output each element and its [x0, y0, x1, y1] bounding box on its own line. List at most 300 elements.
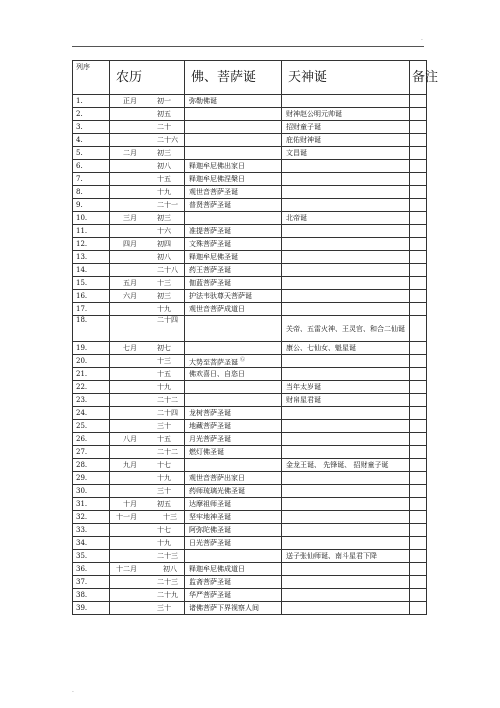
table-row: [73, 381, 427, 394]
row-deity-festival: 北帝诞: [282, 212, 410, 225]
row-lunar-date: [110, 381, 185, 394]
row-buddha-festival: [185, 225, 282, 238]
row-day: 初七: [157, 344, 171, 352]
row-seq: 34.: [73, 537, 110, 550]
buddha-festival-text: 观世音菩萨圣诞: [189, 188, 238, 196]
row-note: [410, 251, 427, 264]
row-lunar-date: [110, 199, 185, 212]
table-body: [73, 95, 427, 615]
row-day: 初八: [157, 253, 171, 261]
row-lunar-date: [110, 459, 185, 472]
buddha-festival-text: 地藏菩萨圣诞: [189, 422, 231, 430]
row-day: 初四: [157, 240, 171, 248]
row-lunar-date: [110, 602, 185, 615]
row-seq: 32.: [73, 511, 110, 524]
row-buddha-festival: [185, 589, 282, 602]
row-seq: 17.: [73, 303, 110, 316]
row-deity-festival: 庇佑财神诞: [282, 134, 410, 147]
row-note: [410, 173, 427, 186]
row-note: [410, 147, 427, 160]
row-note: [410, 472, 427, 485]
row-seq: 37.: [73, 576, 110, 589]
row-note: [410, 95, 427, 108]
row-note: [410, 277, 427, 290]
row-seq: 13.: [73, 251, 110, 264]
row-lunar-date: [110, 589, 185, 602]
row-day: 十五: [157, 435, 171, 443]
row-buddha-festival: [185, 563, 282, 576]
row-day: 十六: [157, 227, 171, 235]
row-buddha-festival: [185, 355, 282, 368]
row-buddha-festival: [185, 472, 282, 485]
row-seq: 2.: [73, 108, 110, 121]
row-seq: 23.: [73, 394, 110, 407]
row-day: 二十二: [157, 396, 178, 404]
row-buddha-festival: [185, 199, 282, 212]
row-deity-festival: [282, 537, 410, 550]
row-deity-festival: [282, 563, 410, 576]
row-lunar-date: [110, 446, 185, 459]
row-day: 二十二: [157, 448, 178, 456]
row-seq: 27.: [73, 446, 110, 459]
row-day: 初一: [157, 97, 171, 105]
row-seq: 21.: [73, 368, 110, 381]
row-deity-festival: [282, 472, 410, 485]
row-deity-festival: [282, 407, 410, 420]
row-deity-festival: [282, 264, 410, 277]
table-row: [73, 147, 427, 160]
row-note: [410, 407, 427, 420]
table-row: [73, 199, 427, 212]
row-note: [410, 602, 427, 615]
buddha-festival-text: 阿弥陀佛圣诞: [189, 526, 231, 534]
buddha-festival-text: 监斋菩萨圣诞: [189, 578, 231, 586]
table-row: [73, 186, 427, 199]
row-buddha-festival: [185, 537, 282, 550]
table-row: [73, 225, 427, 238]
row-day: 初八: [163, 565, 177, 573]
row-day: 初三: [157, 292, 171, 300]
row-day: 二十三: [157, 552, 178, 560]
row-month: 正月: [123, 97, 137, 105]
header-deity: 天神诞: [282, 61, 410, 95]
row-seq: 6.: [73, 160, 110, 173]
table-row: [73, 134, 427, 147]
row-note: [410, 134, 427, 147]
row-lunar-date: [110, 485, 185, 498]
row-lunar-date: [110, 407, 185, 420]
row-day: 十七: [157, 461, 171, 469]
row-lunar-date: [110, 563, 185, 576]
buddha-festival-text: 普贤菩萨圣诞: [189, 201, 231, 209]
row-deity-festival: [282, 498, 410, 511]
row-note: [410, 485, 427, 498]
table-row: [73, 511, 427, 524]
row-note: [410, 537, 427, 550]
row-seq: 5.: [73, 147, 110, 160]
row-note: [410, 394, 427, 407]
row-lunar-date: [110, 433, 185, 446]
row-deity-festival: [282, 524, 410, 537]
row-seq: 22.: [73, 381, 110, 394]
row-buddha-festival: [185, 407, 282, 420]
row-month: 四月: [123, 240, 137, 248]
row-deity-festival: [282, 199, 410, 212]
row-lunar-date: [110, 537, 185, 550]
table-row: [73, 589, 427, 602]
row-day: 二十六: [157, 136, 178, 144]
row-lunar-date: [110, 251, 185, 264]
table-row: [73, 550, 427, 563]
row-day: 十九: [157, 383, 171, 391]
row-month: 七月: [123, 344, 137, 352]
row-lunar-date: [110, 498, 185, 511]
row-lunar-date: [110, 290, 185, 303]
row-seq: 24.: [73, 407, 110, 420]
row-buddha-festival: [185, 290, 282, 303]
row-lunar-date: [110, 121, 185, 134]
row-month: 八月: [123, 435, 137, 443]
table-row: [73, 277, 427, 290]
buddha-festival-text: 坚牢地神圣诞: [189, 513, 231, 521]
row-note: [410, 108, 427, 121]
row-day: 十九: [157, 188, 171, 196]
table-row: [73, 446, 427, 459]
row-buddha-festival: [185, 238, 282, 251]
table-row: [73, 264, 427, 277]
row-buddha-festival: [185, 134, 282, 147]
table-row: [73, 355, 427, 368]
corner-mark-top: ·: [421, 37, 423, 44]
row-deity-festival: [282, 368, 410, 381]
row-seq: 33.: [73, 524, 110, 537]
row-lunar-date: [110, 186, 185, 199]
buddha-festival-text: 药师琉璃光佛圣诞: [189, 487, 245, 495]
row-buddha-festival: [185, 550, 282, 563]
row-deity-festival: [282, 277, 410, 290]
row-buddha-festival: [185, 602, 282, 615]
buddha-festival-text: 伽蓝菩萨圣诞: [189, 279, 231, 287]
row-note: [410, 238, 427, 251]
row-note: [410, 121, 427, 134]
row-day: 十九: [157, 305, 171, 313]
header-rule: [72, 46, 424, 47]
buddha-festival-text: 观世音菩萨成道日: [189, 305, 245, 313]
row-note: [410, 511, 427, 524]
row-seq: 16.: [73, 290, 110, 303]
row-deity-festival: [282, 160, 410, 173]
row-seq: 38.: [73, 589, 110, 602]
row-seq: 7.: [73, 173, 110, 186]
row-day: 三十: [157, 604, 171, 612]
row-deity-festival: 招财童子诞: [282, 121, 410, 134]
row-note: [410, 355, 427, 368]
row-note: [410, 225, 427, 238]
row-month: 九月: [123, 461, 137, 469]
row-buddha-festival: [185, 342, 282, 355]
row-lunar-date: [110, 511, 185, 524]
row-seq: 4.: [73, 134, 110, 147]
row-deity-festival: [282, 433, 410, 446]
row-deity-festival: [282, 251, 410, 264]
table-row: [73, 420, 427, 433]
row-lunar-date: [110, 277, 185, 290]
row-seq: 20.: [73, 355, 110, 368]
row-month: 二月: [123, 149, 137, 157]
row-day: 十三: [157, 357, 171, 365]
row-lunar-date: [110, 316, 185, 342]
row-day: 初八: [157, 162, 171, 170]
row-seq: 28.: [73, 459, 110, 472]
table-row: [73, 602, 427, 615]
table-row: [73, 563, 427, 576]
row-seq: 11.: [73, 225, 110, 238]
row-buddha-festival: [185, 485, 282, 498]
buddha-festival-text: 准提菩萨圣诞: [189, 227, 231, 235]
row-day: 二十: [157, 123, 171, 131]
row-lunar-date: [110, 550, 185, 563]
row-seq: 1.: [73, 95, 110, 108]
row-day: 二十三: [157, 578, 178, 586]
table-row: [73, 95, 427, 108]
row-day: 二十四: [157, 409, 178, 417]
row-day: 初三: [157, 214, 171, 222]
buddha-festival-text: 释迦牟尼佛出家日: [189, 162, 245, 170]
row-note: [410, 563, 427, 576]
buddha-festival-text: 观世音菩萨出家日: [189, 474, 245, 482]
row-lunar-date: [110, 264, 185, 277]
table-row: [73, 472, 427, 485]
row-buddha-festival: [185, 576, 282, 589]
corner-mark-bottom: ·: [72, 689, 74, 696]
row-buddha-festival: [185, 95, 282, 108]
row-buddha-festival: [185, 511, 282, 524]
row-lunar-date: [110, 524, 185, 537]
row-month: 六月: [123, 292, 137, 300]
row-deity-festival: 关帝、五雷火神、王灵官、和合二仙诞: [282, 316, 410, 342]
table-row: [73, 576, 427, 589]
row-lunar-date: [110, 420, 185, 433]
row-buddha-festival: [185, 303, 282, 316]
row-buddha-festival: [185, 459, 282, 472]
row-month: 十二月: [116, 565, 137, 573]
buddha-festival-text: 龙树菩萨圣诞: [189, 409, 231, 417]
festival-table: [72, 60, 439, 615]
row-deity-festival: [282, 576, 410, 589]
row-lunar-date: [110, 173, 185, 186]
row-day: 十九: [157, 474, 171, 482]
row-note: [410, 212, 427, 225]
row-buddha-festival: [185, 394, 282, 407]
row-deity-festival: [282, 238, 410, 251]
row-deity-festival: [282, 225, 410, 238]
buddha-festival-text: 大势至菩萨圣诞: [189, 358, 238, 367]
table-row: [73, 290, 427, 303]
row-buddha-festival: [185, 251, 282, 264]
row-seq: 19.: [73, 342, 110, 355]
row-lunar-date: [110, 394, 185, 407]
row-buddha-festival: [185, 420, 282, 433]
buddha-festival-text: 华严菩萨圣诞: [189, 591, 231, 599]
row-deity-festival: 康公、七仙女、魁星诞: [282, 342, 410, 355]
row-buddha-festival: [185, 212, 282, 225]
row-day: 三十: [157, 487, 171, 495]
row-lunar-date: [110, 108, 185, 121]
row-deity-festival: [282, 485, 410, 498]
row-deity-festival: [282, 173, 410, 186]
row-buddha-festival: [185, 186, 282, 199]
row-month: 三月: [123, 214, 137, 222]
row-note: [410, 342, 427, 355]
row-note: [410, 589, 427, 602]
row-lunar-date: [110, 212, 185, 225]
row-day: 二十一: [157, 201, 178, 209]
row-buddha-festival: [185, 316, 282, 342]
row-note: [410, 186, 427, 199]
row-lunar-date: [110, 160, 185, 173]
row-note: [410, 459, 427, 472]
row-seq: 14.: [73, 264, 110, 277]
row-day: 十五: [157, 175, 171, 183]
row-deity-festival: [282, 186, 410, 199]
row-seq: 30.: [73, 485, 110, 498]
row-day: 二十九: [157, 591, 178, 599]
row-note: [410, 498, 427, 511]
row-note: [410, 290, 427, 303]
scan-mark: Ⓖ: [240, 356, 246, 363]
row-note: [410, 446, 427, 459]
row-buddha-festival: [185, 277, 282, 290]
buddha-festival-text: 护法韦驮尊天菩萨诞: [189, 292, 252, 300]
row-note: [410, 524, 427, 537]
row-lunar-date: [110, 134, 185, 147]
row-day: 十五: [157, 370, 171, 378]
buddha-festival-text: 释迦牟尼佛圣诞: [189, 253, 238, 261]
row-seq: 3.: [73, 121, 110, 134]
buddha-festival-text: 释迦牟尼佛涅槃日: [189, 175, 245, 183]
row-deity-festival: 当年太岁诞: [282, 381, 410, 394]
row-deity-festival: [282, 95, 410, 108]
row-deity-festival: [282, 511, 410, 524]
row-buddha-festival: [185, 160, 282, 173]
buddha-festival-text: 文殊菩萨圣诞: [189, 240, 231, 248]
row-deity-festival: 送子张仙师诞、南斗星君下降: [282, 550, 410, 563]
row-note: [410, 433, 427, 446]
table-row: [73, 394, 427, 407]
row-deity-festival: [282, 290, 410, 303]
row-deity-festival: 财神赵公明元帅诞: [282, 108, 410, 121]
row-day: 初三: [157, 149, 171, 157]
row-month: 五月: [123, 279, 137, 287]
row-day: 初五: [157, 110, 171, 118]
row-month: 十月: [123, 500, 137, 508]
table-row: [73, 212, 427, 225]
row-seq: 25.: [73, 420, 110, 433]
row-lunar-date: [110, 342, 185, 355]
row-deity-festival: 文昌诞: [282, 147, 410, 160]
table-row: [73, 108, 427, 121]
row-seq: 31.: [73, 498, 110, 511]
row-buddha-festival: [185, 381, 282, 394]
row-seq: 10.: [73, 212, 110, 225]
row-deity-festival: [282, 420, 410, 433]
row-note: [410, 576, 427, 589]
table-row: [73, 251, 427, 264]
table-row: [73, 459, 427, 472]
buddha-festival-text: 日光菩萨圣诞: [189, 539, 231, 547]
table-row: [73, 407, 427, 420]
row-seq: 9.: [73, 199, 110, 212]
row-deity-festival: [282, 446, 410, 459]
table-row: [73, 121, 427, 134]
row-buddha-festival: [185, 108, 282, 121]
row-buddha-festival: [185, 264, 282, 277]
table-row: [73, 342, 427, 355]
row-lunar-date: [110, 368, 185, 381]
row-seq: 26.: [73, 433, 110, 446]
table-row: [73, 498, 427, 511]
row-buddha-festival: [185, 446, 282, 459]
buddha-festival-text: 弥勒佛诞: [189, 97, 217, 105]
row-note: [410, 199, 427, 212]
row-note: [410, 420, 427, 433]
row-deity-festival: 金龙王诞、 先锋诞、 招财童子诞: [282, 459, 410, 472]
row-note: [410, 381, 427, 394]
table-row: [73, 316, 427, 342]
row-day: 三十: [157, 422, 171, 430]
row-lunar-date: [110, 95, 185, 108]
row-buddha-festival: [185, 147, 282, 160]
row-seq: 18.: [73, 316, 110, 342]
row-buddha-festival: [185, 173, 282, 186]
header-seq: 列序: [73, 61, 110, 95]
row-seq: 12.: [73, 238, 110, 251]
row-buddha-festival: [185, 368, 282, 381]
row-day: 二十八: [157, 266, 178, 274]
row-note: [410, 160, 427, 173]
row-day: 二十四: [157, 316, 178, 324]
table-header-row: [73, 61, 427, 95]
table-row: [73, 303, 427, 316]
row-deity-festival: [282, 355, 410, 368]
table-row: [73, 160, 427, 173]
row-seq: 29.: [73, 472, 110, 485]
row-lunar-date: [110, 225, 185, 238]
table-row: [73, 524, 427, 537]
table-row: [73, 485, 427, 498]
buddha-festival-text: 药王菩萨圣诞: [189, 266, 231, 274]
row-day: 初五: [157, 500, 171, 508]
buddha-festival-text: 月光菩萨圣诞: [189, 435, 231, 443]
row-lunar-date: [110, 576, 185, 589]
row-day: 十九: [157, 539, 171, 547]
row-buddha-festival: [185, 121, 282, 134]
row-lunar-date: [110, 303, 185, 316]
buddha-festival-text: 燃灯佛圣诞: [189, 448, 224, 456]
row-buddha-festival: [185, 524, 282, 537]
row-buddha-festival: [185, 433, 282, 446]
table-row: [73, 537, 427, 550]
row-deity-festival: 财帛星君诞: [282, 394, 410, 407]
row-note: [410, 550, 427, 563]
row-deity-festival: [282, 303, 410, 316]
row-day: 十三: [163, 513, 177, 521]
buddha-festival-text: 诸佛菩萨下界视察人间: [189, 604, 259, 612]
header-lunar: 农历: [110, 61, 185, 95]
row-deity-festival: [282, 602, 410, 615]
table-row: [73, 368, 427, 381]
row-seq: 36.: [73, 563, 110, 576]
